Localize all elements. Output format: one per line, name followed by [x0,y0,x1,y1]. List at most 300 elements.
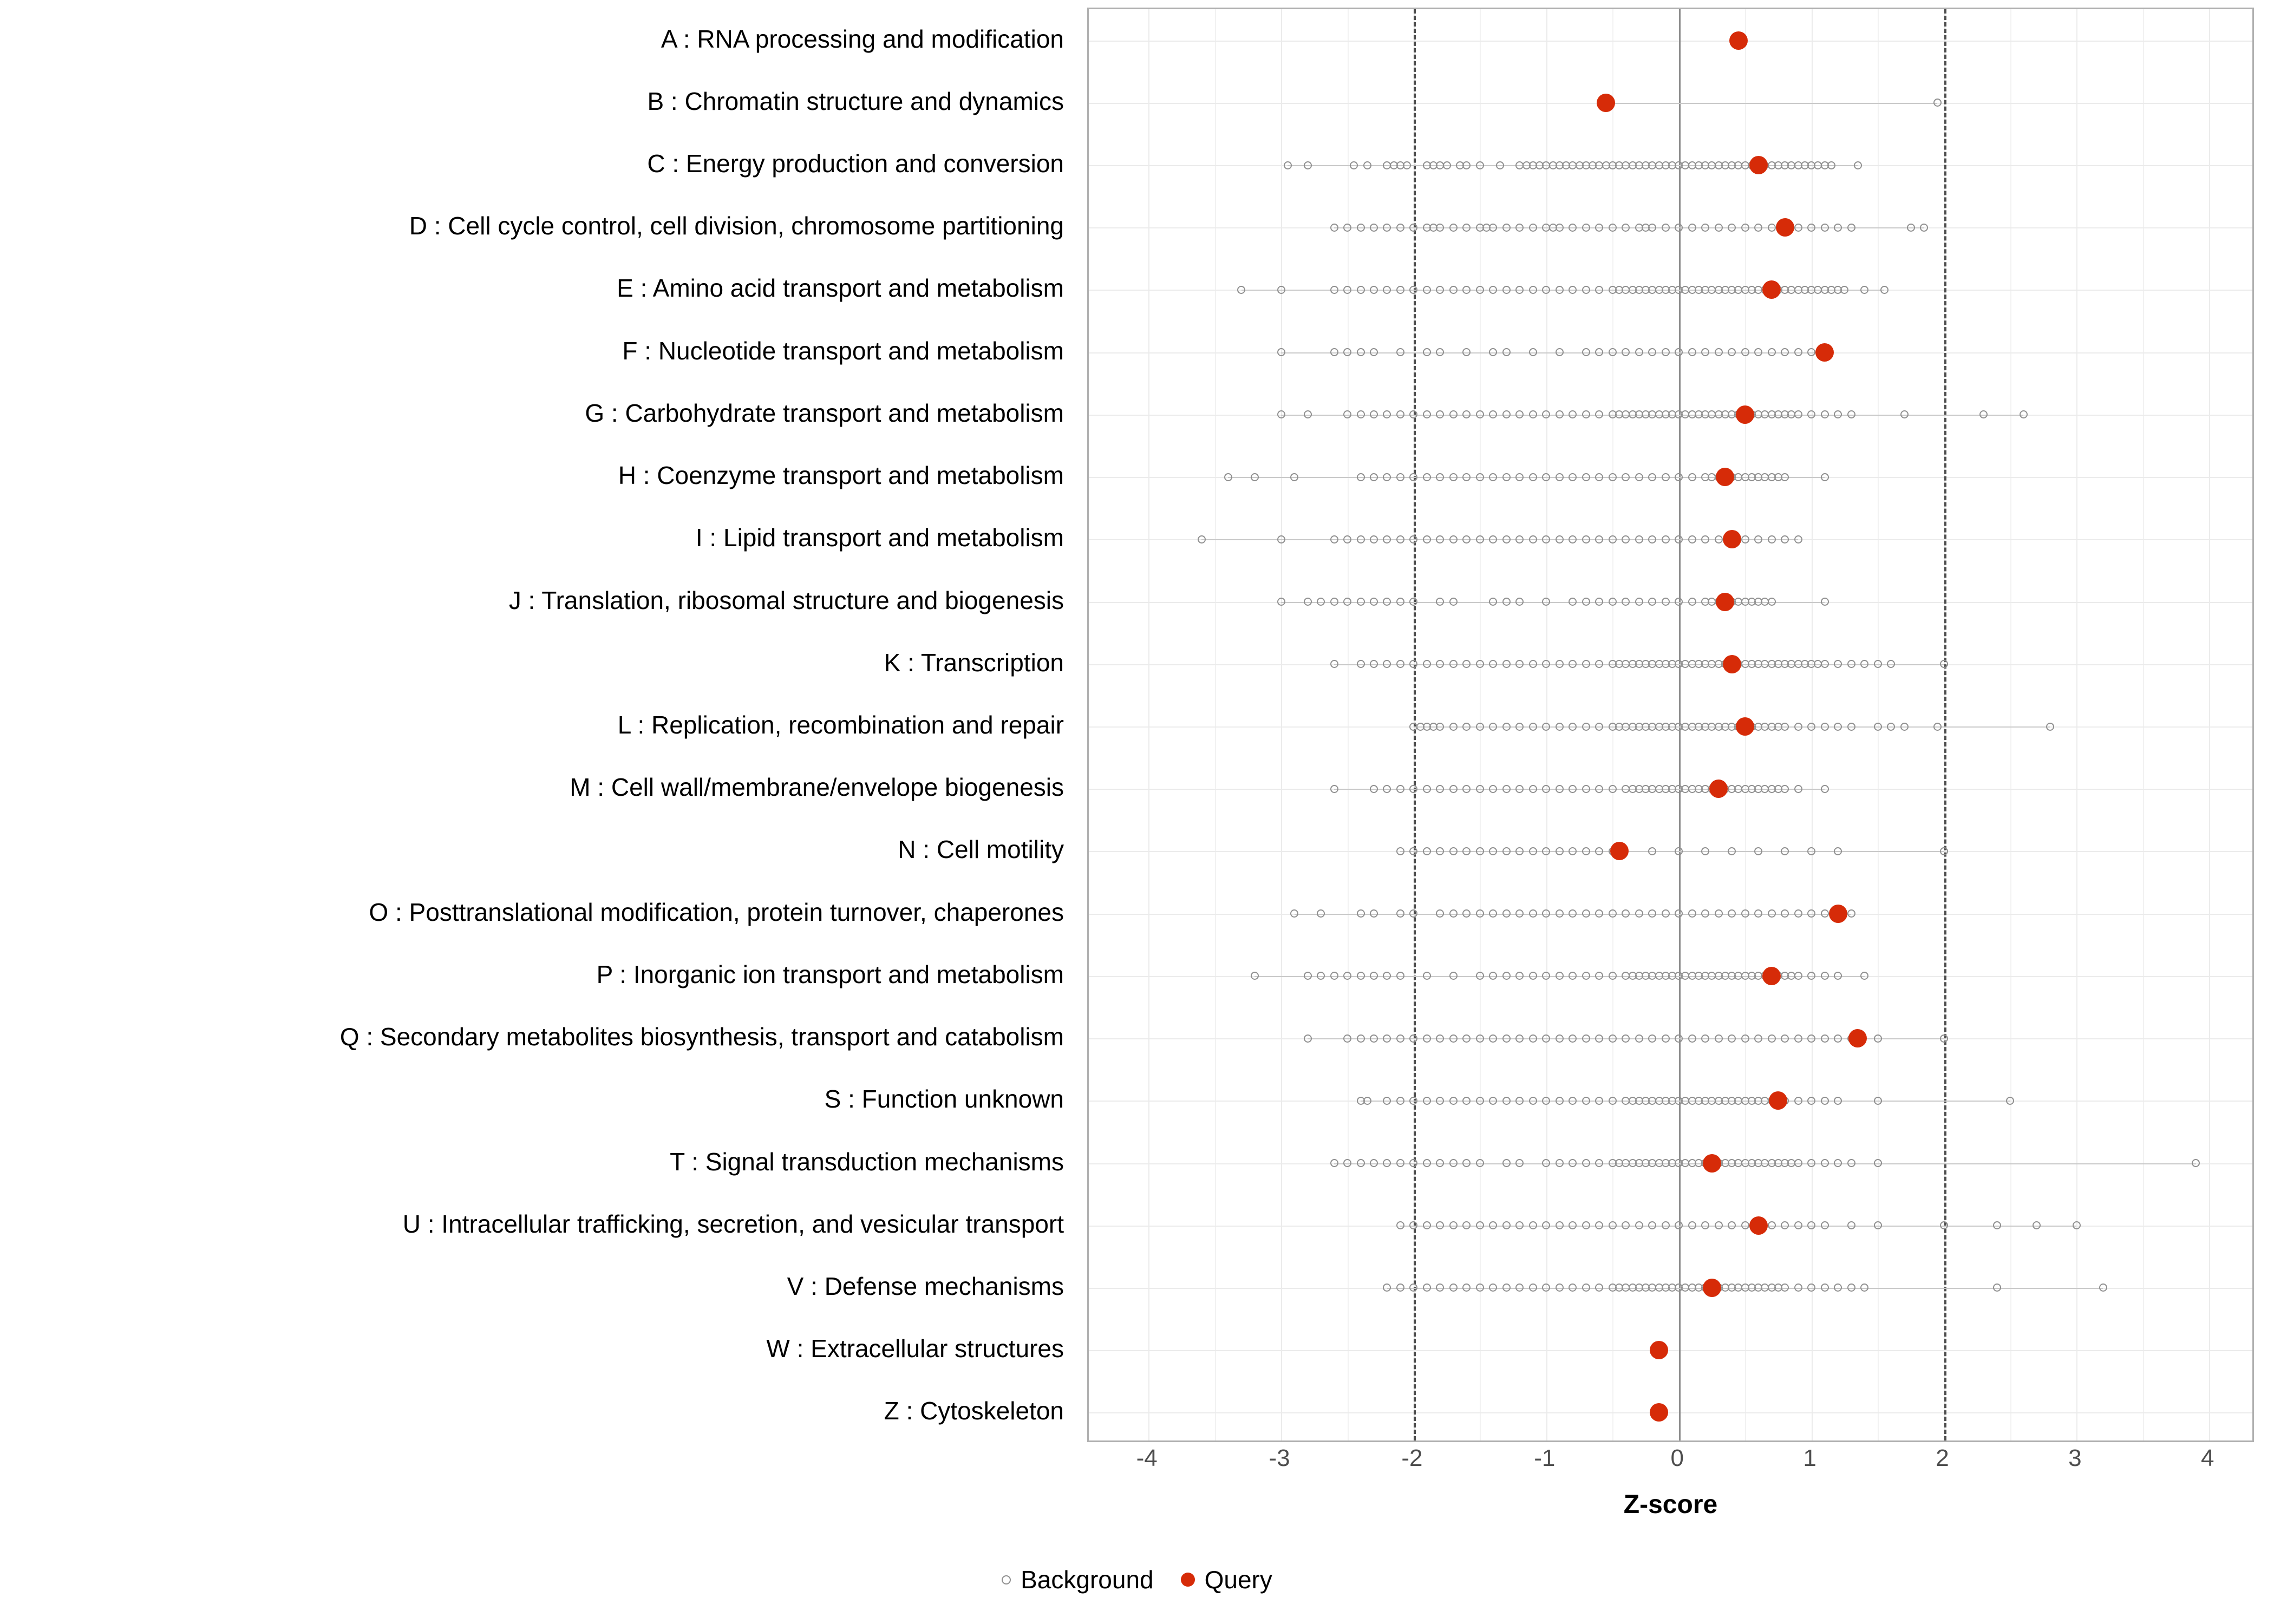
background-point [1449,1221,1458,1229]
background-point [1569,1097,1577,1105]
background-point [1556,723,1564,731]
background-point [1834,660,1842,668]
background-point [1834,1284,1842,1292]
background-point [1933,99,1942,107]
background-point [1436,660,1444,668]
background-point [1821,723,1829,731]
background-point [1409,1034,1417,1043]
background-point [1701,847,1709,855]
x-tick-label: 1 [1803,1445,1816,1471]
background-point [1595,1097,1603,1105]
category-label: M : Cell wall/membrane/envelope biogenesis [570,773,1064,802]
background-point [1807,1284,1815,1292]
background-point [1529,909,1537,918]
background-point [1476,785,1484,793]
background-point [1370,598,1378,606]
background-point [1807,1221,1815,1229]
background-point [1370,785,1378,793]
background-point [1383,1034,1391,1043]
background-point [1781,535,1789,543]
background-point [1821,1097,1829,1105]
background-point [1701,1034,1709,1043]
background-point [1449,785,1458,793]
background-point [1489,286,1497,294]
background-point [1595,535,1603,543]
background-point [1675,535,1683,543]
background-point [1476,410,1484,418]
background-point [1569,785,1577,793]
background-point [1821,972,1829,980]
background-point [1781,1284,1789,1292]
background-point [1595,785,1603,793]
background-point [1821,785,1829,793]
category-label: C : Energy production and conversion [647,149,1064,178]
background-point [1515,598,1524,606]
background-point [1529,1284,1537,1292]
background-point [1741,1221,1749,1229]
background-point [1622,1034,1630,1043]
background-point [2006,1097,2014,1105]
background-point [1284,161,1292,169]
background-point [1622,535,1630,543]
background-point [1807,723,1815,731]
background-point [1489,1221,1497,1229]
background-point [1662,473,1670,481]
background-point [1595,1034,1603,1043]
background-point [1635,473,1643,481]
background-point [1556,847,1564,855]
background-point [1502,972,1511,980]
background-point [1489,1034,1497,1043]
background-point [1701,535,1709,543]
background-point [1330,598,1338,606]
background-point [1768,1034,1776,1043]
background-point [1515,1097,1524,1105]
background-point [1515,535,1524,543]
background-point [1409,847,1417,855]
background-point [1675,224,1683,232]
background-point [1582,598,1590,606]
background-point [1436,286,1444,294]
category-label: O : Posttranslational modification, protein turnover, chaperones [369,898,1064,926]
background-point [1741,348,1749,356]
background-point [1754,1034,1762,1043]
background-point [1675,1221,1683,1229]
background-point [1582,847,1590,855]
background-point [1933,723,1942,731]
background-point [1436,598,1444,606]
background-point [1462,1284,1471,1292]
background-point [1304,1034,1312,1043]
background-point [1330,660,1338,668]
category-label: E : Amino acid transport and metabolism [617,274,1064,303]
legend-label-background: Background [1021,1566,1154,1594]
background-point [1728,909,1736,918]
background-point [1502,598,1511,606]
background-point [1476,660,1484,668]
background-point [1688,535,1696,543]
background-point [1860,286,1868,294]
x-tick-label: -2 [1401,1445,1423,1471]
background-point [1409,1284,1417,1292]
background-point [1741,224,1749,232]
background-point [1834,224,1842,232]
background-point [1542,1159,1550,1167]
background-point [1357,348,1365,356]
x-tick-label: 4 [2201,1445,2214,1471]
background-point [1582,224,1590,232]
query-point [1769,1091,1787,1110]
background-point [1688,598,1696,606]
background-point [1874,660,1882,668]
background-point [1529,723,1537,731]
background-point [1609,785,1617,793]
background-point [1609,348,1617,356]
background-point [1502,473,1511,481]
background-point [1847,224,1855,232]
background-point [1502,660,1511,668]
background-point [1370,535,1378,543]
query-point [1650,1403,1668,1422]
background-point [1383,1097,1391,1105]
background-point [1609,224,1617,232]
query-point [1848,1029,1867,1047]
background-point [1701,348,1709,356]
background-point [1609,598,1617,606]
background-point [1462,660,1471,668]
background-point [1436,1284,1444,1292]
background-point [1403,161,1411,169]
background-point [1860,660,1868,668]
background-point [1794,972,1802,980]
background-point [1396,1097,1404,1105]
background-point [1489,785,1497,793]
background-point [1807,348,1815,356]
background-point [1304,598,1312,606]
background-point [1595,598,1603,606]
background-point [1449,224,1458,232]
background-point [1940,660,1948,668]
background-point [1489,473,1497,481]
background-point [1648,535,1656,543]
background-point [1569,660,1577,668]
background-point [1396,1221,1404,1229]
background-point [1635,348,1643,356]
background-point [1370,224,1378,232]
background-point [1794,348,1802,356]
background-point [1635,535,1643,543]
background-point [1860,972,1868,980]
background-point [1542,1034,1550,1043]
background-point [1569,410,1577,418]
background-point [1569,473,1577,481]
background-point [1343,348,1351,356]
background-point [1515,1284,1524,1292]
background-point [1489,909,1497,918]
background-point [1794,723,1802,731]
background-point [1423,348,1431,356]
background-point [1489,224,1497,232]
background-point [1330,1159,1338,1167]
background-point [1701,1221,1709,1229]
background-point [1502,1221,1511,1229]
background-point [1363,161,1371,169]
background-point [1595,660,1603,668]
background-point [1595,410,1603,418]
horizontal-gridline [1089,41,2252,42]
background-point [1330,535,1338,543]
background-point [1834,1034,1842,1043]
background-point [1343,972,1351,980]
background-point [1449,535,1458,543]
background-point [1462,473,1471,481]
background-point [1542,660,1550,668]
background-point [1807,224,1815,232]
category-label: T : Signal transduction mechanisms [670,1147,1064,1176]
background-point [1290,909,1298,918]
background-point [1794,1221,1802,1229]
background-point [1476,723,1484,731]
background-point [1462,723,1471,731]
background-point [1609,972,1617,980]
background-point [1556,348,1564,356]
query-point [1650,1341,1668,1359]
background-point [1370,286,1378,294]
background-point [1529,224,1537,232]
background-point [1768,909,1776,918]
background-point [1423,286,1431,294]
background-point [1556,1097,1564,1105]
background-point [1920,224,1928,232]
background-point [1768,224,1776,232]
background-point [1874,1034,1882,1043]
background-point [1515,224,1524,232]
background-point [1556,909,1564,918]
background-point [1476,972,1484,980]
background-point [1854,161,1862,169]
background-point [1675,1034,1683,1043]
background-point [1357,473,1365,481]
background-point [1476,1097,1484,1105]
background-point [1357,972,1365,980]
background-point [1449,723,1458,731]
background-point [1794,1284,1802,1292]
background-point [1396,348,1404,356]
category-label: P : Inorganic ion transport and metabolism [596,960,1064,988]
background-point [1582,723,1590,731]
background-point [1582,410,1590,418]
category-label-column [0,0,1080,1451]
background-point [1781,1221,1789,1229]
category-label: F : Nucleotide transport and metabolism [622,336,1064,365]
background-point [1834,847,1842,855]
background-point [1648,473,1656,481]
background-point [1251,972,1259,980]
row-range-rule [1606,103,1937,104]
background-point [1715,224,1723,232]
background-point [1423,660,1431,668]
background-point [1409,1159,1417,1167]
background-point [1409,660,1417,668]
background-point [1556,972,1564,980]
background-point [1357,660,1365,668]
background-point [1476,847,1484,855]
background-point [1821,660,1829,668]
background-point [1781,785,1789,793]
background-point [1979,410,1988,418]
background-point [1383,785,1391,793]
background-point [1662,1221,1670,1229]
background-point [1847,1159,1855,1167]
background-point [1251,473,1259,481]
background-point [1622,473,1630,481]
background-point [1423,1284,1431,1292]
background-point [1648,1034,1656,1043]
background-point [1436,909,1444,918]
background-point [1343,224,1351,232]
background-point [1582,1221,1590,1229]
background-point [1556,535,1564,543]
background-point [1688,348,1696,356]
background-point [1304,410,1312,418]
background-point [1449,847,1458,855]
background-point [1330,224,1338,232]
background-point [1443,161,1451,169]
background-point [1396,1284,1404,1292]
background-point [1662,909,1670,918]
background-point [1556,286,1564,294]
background-point [1556,1221,1564,1229]
query-point [1829,905,1847,923]
background-point [1515,1034,1524,1043]
category-label: W : Extracellular structures [766,1334,1064,1363]
background-point [1728,224,1736,232]
background-point [1768,598,1776,606]
background-point [1834,723,1842,731]
query-point [1762,280,1781,299]
background-point [1370,1159,1378,1167]
background-point [1436,847,1444,855]
background-point [1675,598,1683,606]
background-point [1595,972,1603,980]
background-point [1821,410,1829,418]
background-point [1304,161,1312,169]
background-point [1449,1159,1458,1167]
legend-item-query [1181,1567,1272,1592]
background-point [1900,723,1909,731]
category-label: H : Coenzyme transport and metabolism [618,461,1064,490]
background-point [1489,723,1497,731]
background-point [1569,909,1577,918]
background-point [1821,473,1829,481]
background-point [1569,1284,1577,1292]
background-point [1582,348,1590,356]
background-point [1556,410,1564,418]
background-point [1741,909,1749,918]
background-point [1489,410,1497,418]
background-point [1529,348,1537,356]
background-point [1715,535,1723,543]
query-point [1716,468,1734,486]
category-label: G : Carbohydrate transport and metabolism [585,398,1064,427]
background-point [1821,1159,1829,1167]
background-point [1874,1159,1882,1167]
category-label: L : Replication, recombination and repair [617,711,1064,739]
background-point [1462,286,1471,294]
background-point [1529,535,1537,543]
background-point [2033,1221,2041,1229]
background-point [1542,1221,1550,1229]
background-point [1754,847,1762,855]
background-point [1569,847,1577,855]
background-point [1502,785,1511,793]
background-point [1609,1097,1617,1105]
background-point [1476,1221,1484,1229]
x-tick-label: -3 [1269,1445,1290,1471]
background-point [1462,909,1471,918]
background-point [1556,473,1564,481]
background-point [2099,1284,2107,1292]
background-point [1569,1034,1577,1043]
background-point [1449,1097,1458,1105]
x-axis-title: Z-score [1623,1490,1718,1519]
background-point [1476,1034,1484,1043]
background-point [1688,473,1696,481]
background-point [1370,410,1378,418]
background-point [1648,847,1656,855]
background-point [1462,535,1471,543]
background-point [1370,972,1378,980]
background-point [1383,1159,1391,1167]
row-range-rule [1400,1226,2076,1227]
background-point [1290,473,1298,481]
background-point [1462,348,1471,356]
background-point [1502,909,1511,918]
background-point [1701,909,1709,918]
background-point [1556,1159,1564,1167]
background-point [1887,723,1895,731]
background-point [1993,1284,2001,1292]
background-point [1529,473,1537,481]
query-point [1729,31,1748,50]
background-point [1860,1284,1868,1292]
background-point [1496,161,1504,169]
query-point [1815,343,1834,362]
background-point [1277,410,1285,418]
background-point [1409,909,1417,918]
background-point [1343,1159,1351,1167]
background-point [1595,1221,1603,1229]
background-point [1715,1034,1723,1043]
background-point [2192,1159,2200,1167]
legend-label-query: Query [1204,1566,1272,1594]
background-point [1330,348,1338,356]
background-point [1502,1034,1511,1043]
background-point [1462,1221,1471,1229]
background-point [1396,224,1404,232]
background-point [1423,785,1431,793]
background-point [1662,224,1670,232]
background-point [1622,224,1630,232]
background-point [1569,972,1577,980]
background-point [1768,535,1776,543]
background-point [1502,224,1511,232]
background-point [1396,286,1404,294]
background-point [1582,1159,1590,1167]
background-point [1595,286,1603,294]
background-point [1728,348,1736,356]
background-point [1515,660,1524,668]
